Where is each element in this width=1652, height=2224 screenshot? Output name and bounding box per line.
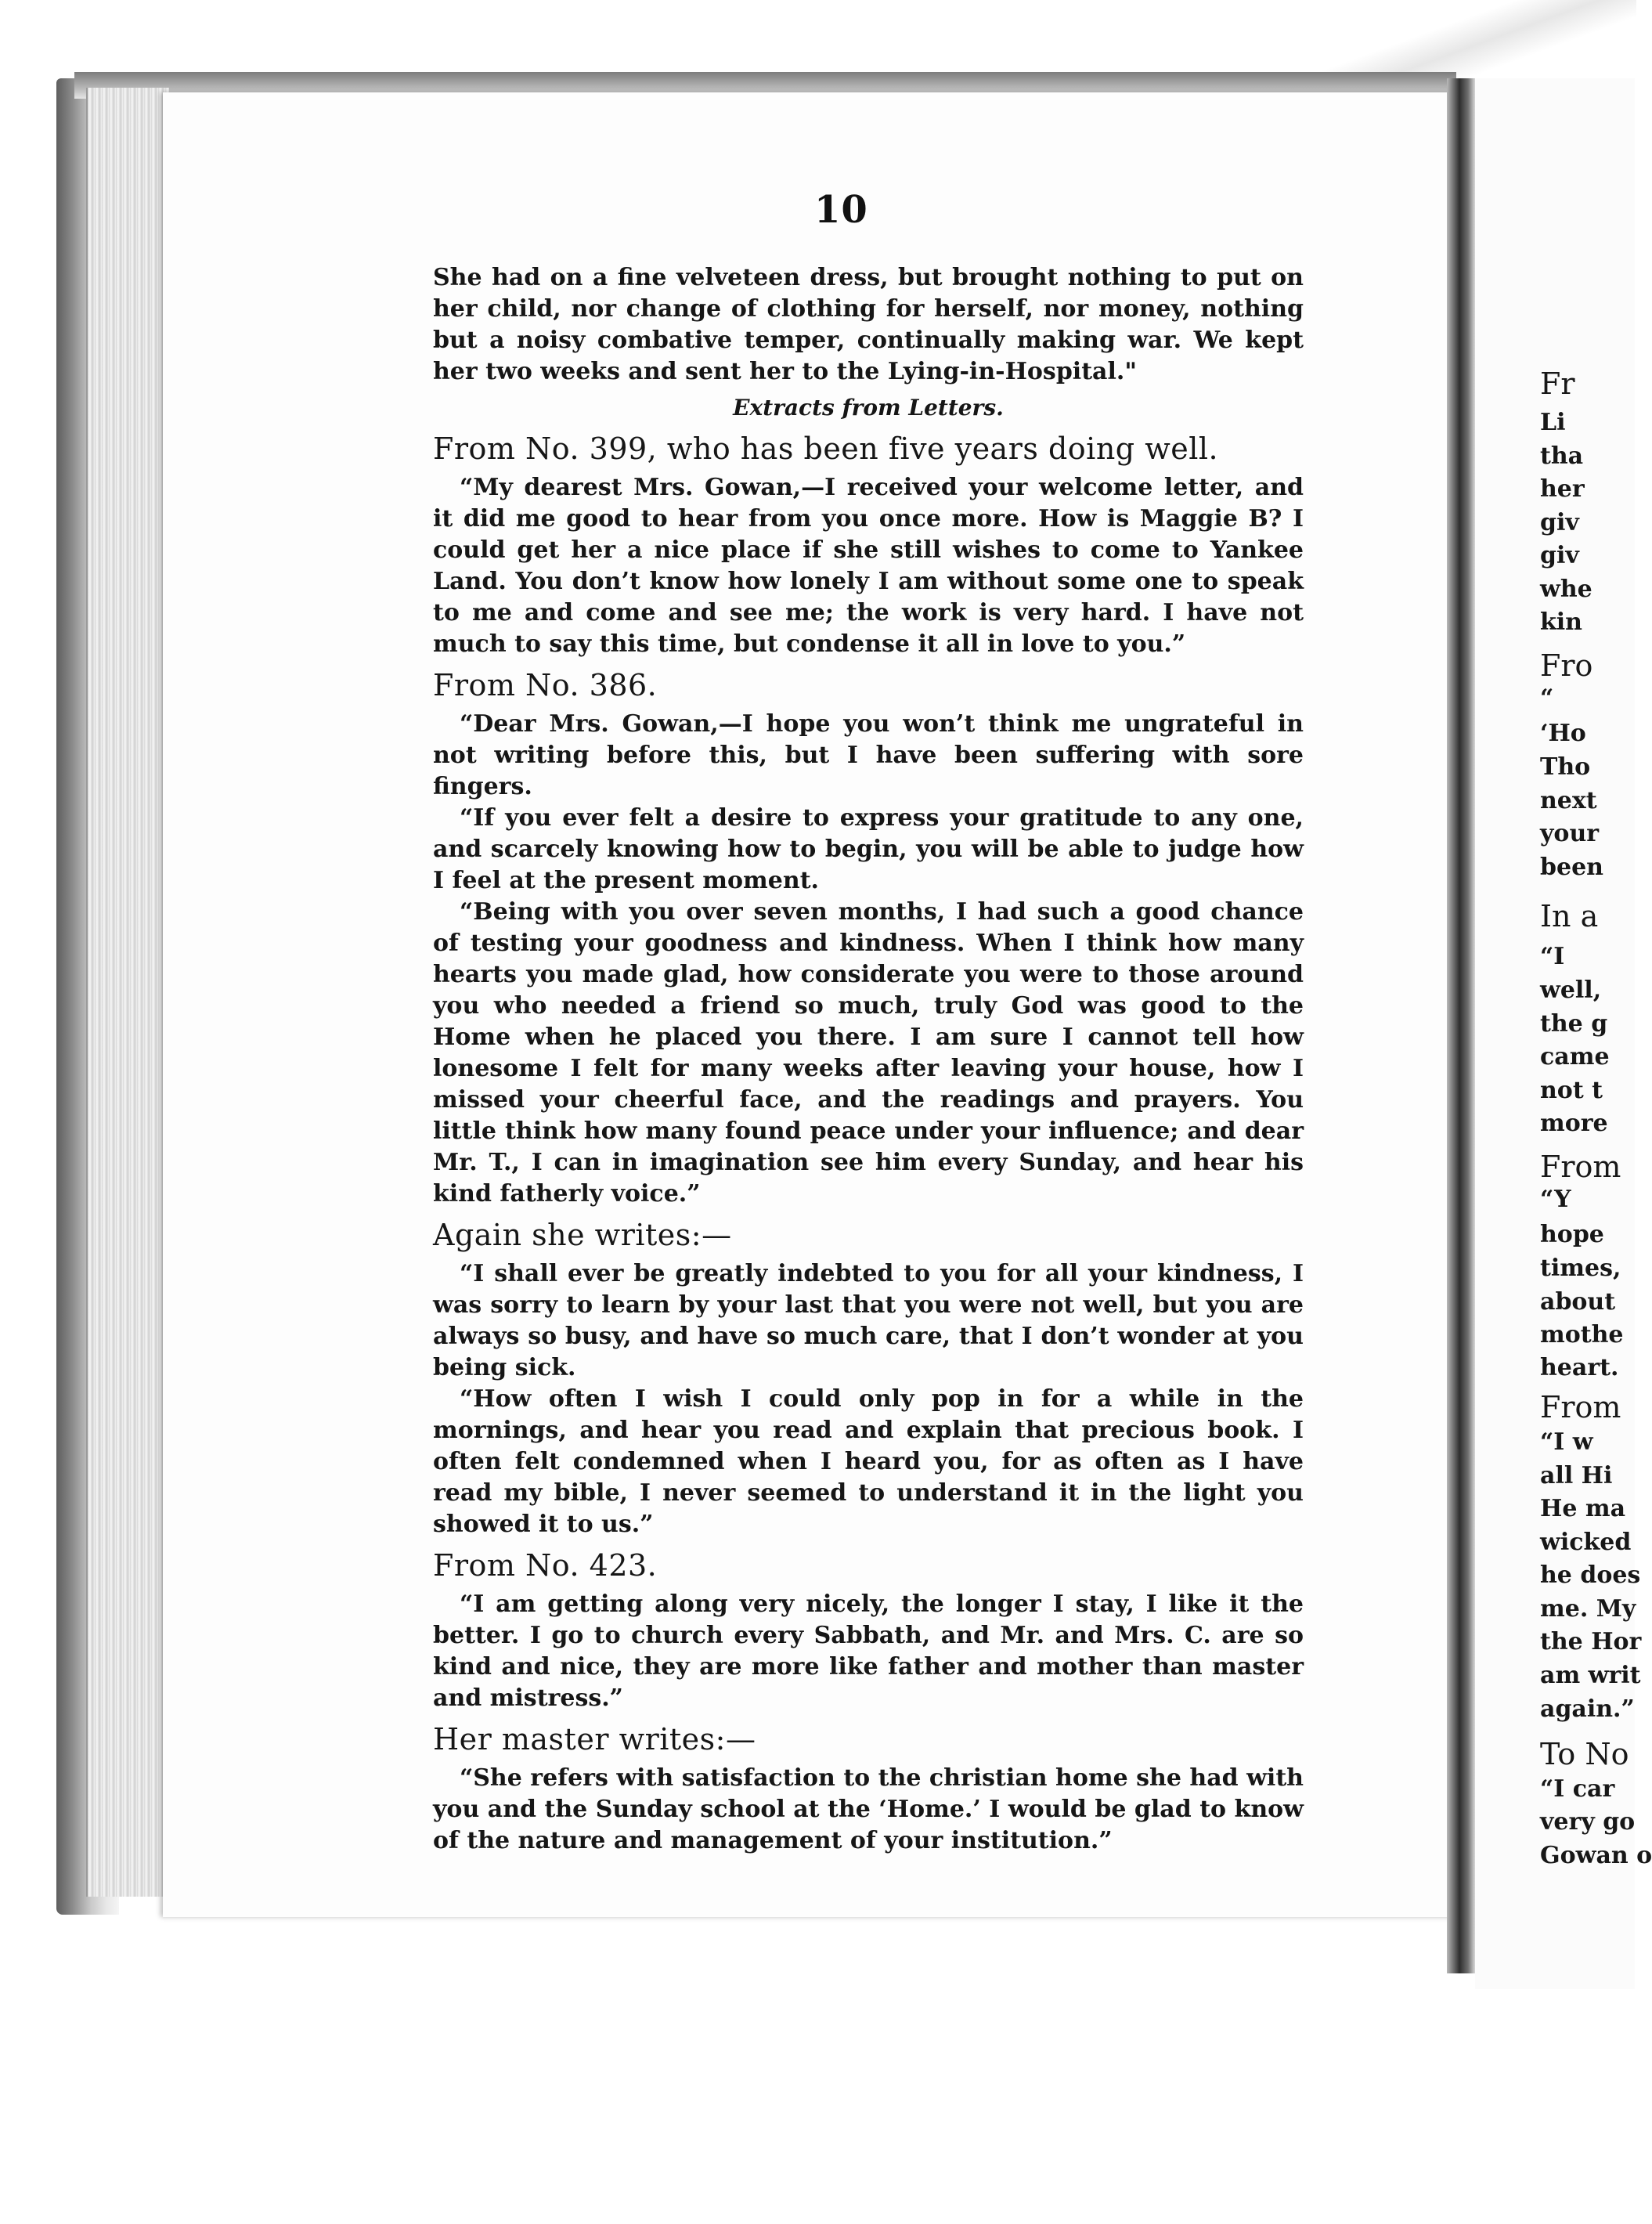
facing-page-fragment: heart. [1540,1354,1619,1381]
facing-page-fragment: Gowan o [1540,1842,1652,1869]
facing-page-fragment: He ma [1540,1495,1626,1522]
facing-page-fragment: Tho [1540,753,1591,781]
facing-page-fragment: “ [1540,684,1554,712]
facing-page-fragment: mothe [1540,1321,1624,1348]
facing-page-fragment: ‘Ho [1540,720,1586,747]
facing-page-fragment: her [1540,475,1585,503]
torn-page-corner [1292,0,1636,78]
letter-paragraph: “I am getting along very nicely, the longer I stay, I like it the better. I go to church every Sabbath, and Mr. and Mrs. C. are so kind and nice, they are more like father and mother than master and mistress.” [433,1590,1304,1712]
facing-page-fragment: Li [1540,409,1566,436]
facing-page-fragment: giv [1540,509,1579,536]
opening-paragraph: She had on a fine velveteen dress, but brought nothing to put on her child, nor change of clothing for herself, nor money, nothing but a noisy combative temper, continually making war. We kept her two weeks and sent her to the Lying-in-Hospital." [433,264,1304,385]
facing-page-fragment: whe [1540,576,1592,603]
facing-page-fragment: From [1540,1390,1621,1424]
letter-paragraph: “If you ever felt a desire to express your gratitude to any one, and scarcely knowing how to begin, you will be able to judge how I feel at the present moment. [433,804,1304,894]
facing-page-fragment: again.” [1540,1695,1635,1723]
letter-paragraph: “Dear Mrs. Gowan,—I hope you won’t think me ungrateful in not writing before this, but I have been suffering with sore fingers. [433,710,1304,800]
facing-page-fragment: From [1540,1150,1621,1184]
facing-page-fragment: giv [1540,542,1579,569]
facing-page-fragment: about [1540,1288,1616,1316]
facing-page-fragment: the g [1540,1010,1608,1038]
facing-page-fragment: Fr [1540,366,1575,401]
facing-page-fragment: wicked [1540,1529,1632,1556]
letter-paragraph: “How often I wish I could only pop in for a while in the mornings, and hear you read and explain that precious book. I often felt condemned when I heard you, for as often as I have read my bible, I never seemed to understand it in the light you showed it to us.” [433,1385,1304,1538]
letter-paragraph: “I shall ever be greatly indebted to you for all your kindness, I was sorry to learn by your last that you were not well, but you are always so busy, and have so much care, that I don’t wonder at you being sick. [433,1260,1304,1381]
facing-page-fragment: came [1540,1043,1610,1070]
facing-page-fragment: In a [1540,899,1599,933]
section-heading: From No. 386. [433,668,658,702]
facing-page-fragment: been [1540,854,1603,881]
facing-page-fragment: the Hor [1540,1628,1642,1655]
facing-page-fragment: more [1540,1110,1608,1137]
section-heading: From No. 423. [433,1548,658,1583]
letter-paragraph: “She refers with satisfaction to the christian home she had with you and the Sunday school at the ‘Home.’ I would be glad to know of the nature and management of your institution.” [433,1764,1304,1854]
facing-page-fragment: To No [1540,1737,1629,1771]
facing-page-fragment: am writ [1540,1662,1641,1689]
section-caption: Extracts from Letters. [733,395,1004,421]
page-text [433,262,1304,1857]
facing-page-fragment: Fro [1540,648,1593,683]
facing-page-fragment: tha [1540,442,1584,470]
section-heading: Her master writes:— [433,1722,756,1756]
page-number: 10 [814,188,868,232]
facing-page-fragment: very go [1540,1808,1636,1836]
facing-page-fragment: kin [1540,608,1582,636]
facing-page-fragment: “I w [1540,1428,1593,1456]
facing-page-fragment: all Hi [1540,1462,1613,1489]
facing-page-fragment: next [1540,787,1597,814]
facing-page-fragment: “I car [1540,1775,1615,1803]
facing-page-fragment: “I [1540,943,1565,970]
facing-page-fragment: “Y [1540,1186,1571,1213]
letter-section [433,430,1304,660]
letter-paragraph: “My dearest Mrs. Gowan,—I received your welcome letter, and it did me good to hear from you once more. How is Maggie B? I could get her a nice place if she still wishes to come to Yankee Land. You don’t know how lonely I am without some one to speak to me and come and see me; the work is very hard. I have not much to say this time, but condense it all in love to you.” [433,474,1304,658]
facing-page-fragment: me. My [1540,1595,1636,1623]
facing-page-fragment: he does [1540,1561,1641,1589]
facing-page-fragment: not t [1540,1077,1603,1104]
page-edges [86,88,169,1897]
facing-page-fragment: well, [1540,977,1602,1004]
letter-section [433,1216,1304,1540]
section-heading: Again she writes:— [433,1218,732,1252]
facing-page-fragment: times, [1540,1255,1621,1282]
facing-page-fragment: hope [1540,1221,1604,1248]
letter-section [433,666,1304,1210]
facing-page-fragment: your [1540,820,1600,847]
section-heading: From No. 399, who has been five years doing well. [433,431,1219,466]
letter-section [433,1720,1304,1857]
letter-paragraph: “Being with you over seven months, I had such a good chance of testing your goodness and kindness. When I think how many hearts you made glad, how considerate you were to those around you who needed a friend so much, truly God was good to the Home when he placed you there. I am sure I cannot tell how lonesome I felt for many weeks after leaving your house, how I missed your cheerful face, and the readings and prayers. You little think how many found peace under your influence; and dear Mr. T., I can in imagination see him every Sunday, and hear his kind fatherly voice.” [433,898,1304,1208]
letter-section [433,1547,1304,1714]
book-gutter [1447,78,1475,1973]
